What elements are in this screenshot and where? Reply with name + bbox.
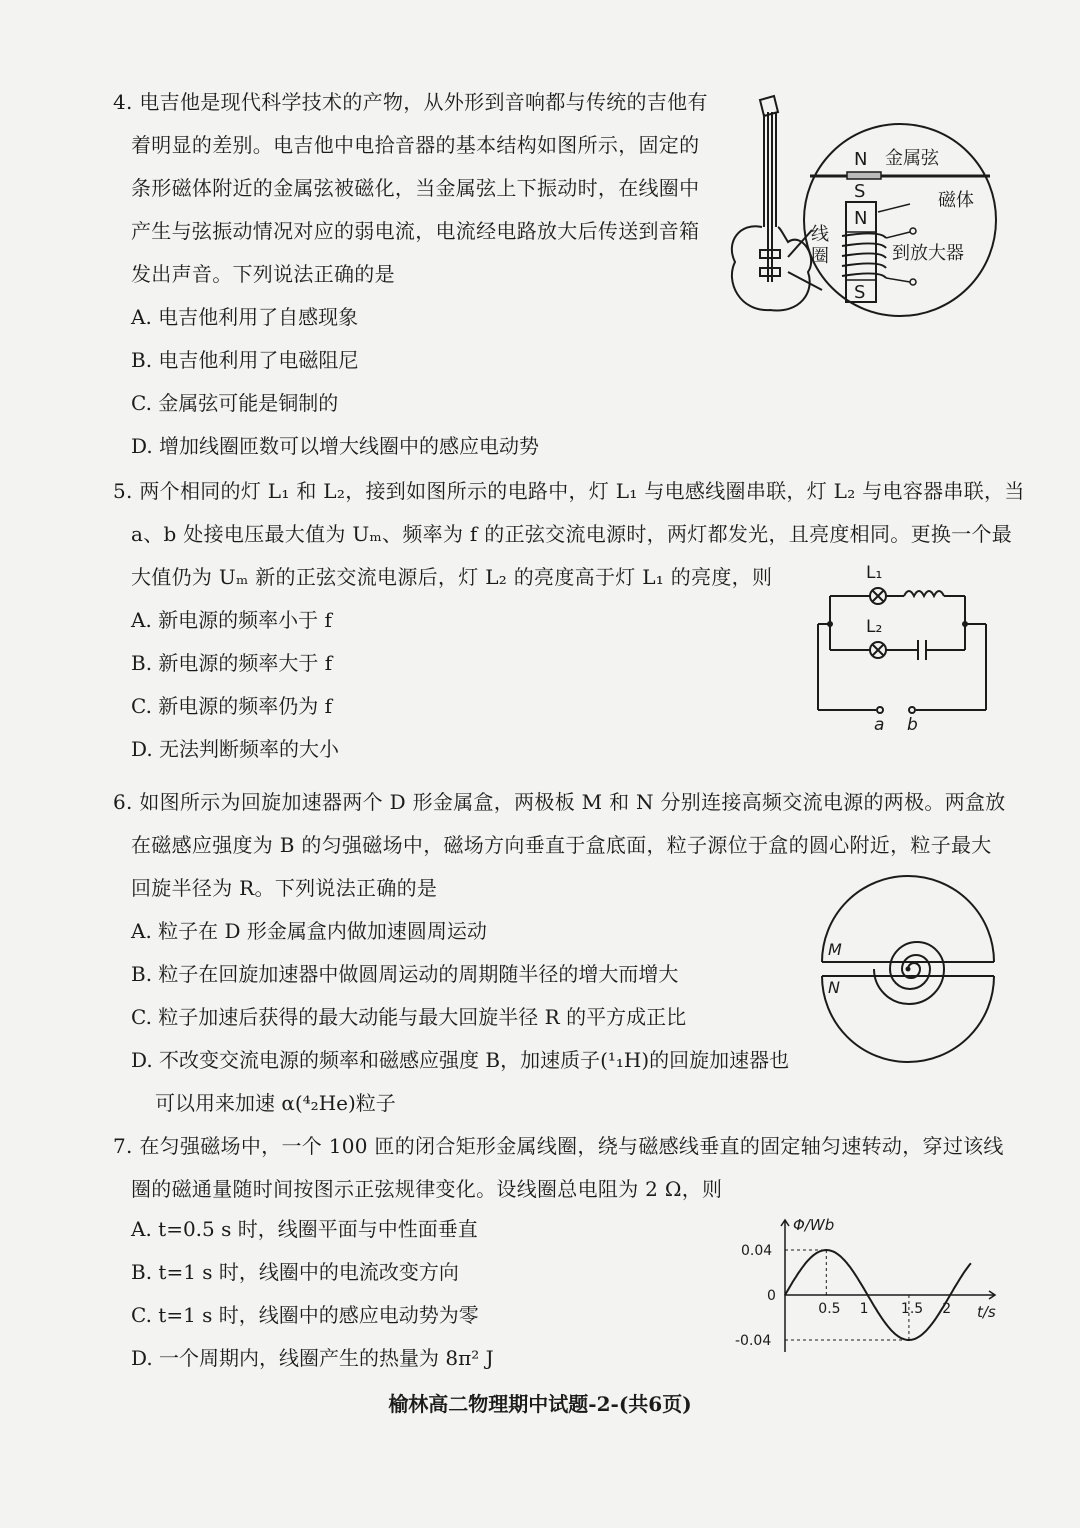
x-tick-label: 2 <box>942 1301 952 1317</box>
q4-line-1: 4. 电吉他是现代科学技术的产物，从外形到音响都与传统的吉他有 <box>113 90 708 114</box>
label-coil-2: 圈 <box>811 246 829 267</box>
cyclotron-figure <box>818 880 998 1060</box>
q4-line-4: 产生与弦振动情况对应的弱电流，电流经电路放大后传送到音箱 <box>131 219 700 243</box>
string-magnetized-segment <box>847 172 881 179</box>
flux-data-point <box>784 1294 786 1296</box>
q6-option-d-cont: 可以用来加速 α(⁴₂He)粒子 <box>155 1091 396 1115</box>
flux-chart <box>730 1215 996 1375</box>
q6-line-1: 6. 如图所示为回旋加速器两个 D 形金属盒，两极板 M 和 N 分别连接高频交流电源的两极。两盒放 <box>113 790 1006 814</box>
label-l1: L₁ <box>866 563 883 583</box>
q4-option-b: B. 电吉他利用了电磁阻尼 <box>131 348 359 372</box>
q5-line-1: 5. 两个相同的灯 L₁ 和 L₂，接到如图所示的电路中，灯 L₁ 与电感线圈串联，灯 L₂ 与电容器串联，当 <box>113 479 1025 503</box>
flux-data-point <box>805 1262 807 1264</box>
q5-option-d: D. 无法判断频率的大小 <box>131 737 340 761</box>
label-a: a <box>874 715 885 735</box>
flux-data-point <box>949 1294 951 1296</box>
y-axis-label: Φ/Wb <box>793 1216 835 1234</box>
q6-option-a: A. 粒子在 D 形金属盒内做加速圆周运动 <box>131 919 487 943</box>
label-b: b <box>907 715 918 735</box>
flux-data-point <box>887 1326 889 1328</box>
q4-option-c: C. 金属弦可能是铜制的 <box>131 391 339 415</box>
label-s-bottom: S <box>854 282 866 303</box>
x-tick-label: 1.5 <box>900 1301 924 1317</box>
terminal-b <box>909 707 915 713</box>
label-n: N <box>828 978 840 997</box>
q7-line-2: 圈的磁通量随时间按图示正弦规律变化。设线圈总电阻为 2 Ω，则 <box>131 1177 723 1201</box>
x-tick-label: 0.5 <box>818 1301 841 1317</box>
coil-turns <box>842 233 886 278</box>
label-metal-string: 金属弦 <box>885 148 939 169</box>
q5-line-3: 大值仍为 Uₘ 新的正弦交流电源后，灯 L₂ 的亮度高于灯 L₁ 的亮度，则 <box>131 565 773 589</box>
label-to-amplifier: 到放大器 <box>892 243 964 264</box>
label-l2: L₂ <box>866 617 883 637</box>
x-axis-label: t/s <box>977 1303 996 1321</box>
inductor-coil <box>904 591 944 596</box>
label-coil-1: 线 <box>811 224 829 245</box>
q5-line-2: a、b 处接电压最大值为 Uₘ、频率为 f 的正弦交流电源时，两灯都发光，且亮度相同。更换一个最 <box>131 522 1013 546</box>
x-tick-label: 1 <box>859 1301 869 1317</box>
q6-option-b: B. 粒子在回旋加速器中做圆周运动的周期随半径的增大而增大 <box>131 962 679 986</box>
q4-line-3: 条形磁体附近的金属弦被磁化，当金属弦上下振动时，在线圈中 <box>131 176 700 200</box>
q5-option-a: A. 新电源的频率小于 f <box>131 608 332 632</box>
label-m: M <box>828 940 842 959</box>
spiral-path <box>874 942 944 1004</box>
q7-option-a: A. t=0.5 s 时，线圈平面与中性面垂直 <box>131 1217 478 1241</box>
q6-option-c: C. 粒子加速后获得的最大动能与最大回旋半径 R 的平方成正比 <box>131 1005 687 1029</box>
flux-data-point <box>846 1262 848 1264</box>
guitar-drawing <box>732 96 822 310</box>
q7-option-c: C. t=1 s 时，线圈中的感应电动势为零 <box>131 1303 479 1327</box>
terminal-a <box>877 707 883 713</box>
page-footer: 榆林高二物理期中试题-2-(共6页) <box>388 1392 692 1416</box>
q4-line-5: 发出声音。下列说法正确的是 <box>131 262 395 286</box>
y-tick-label: -0.04 <box>735 1333 772 1349</box>
flux-data-point <box>929 1326 931 1328</box>
y-tick-label: 0.04 <box>741 1243 773 1259</box>
q6-option-d: D. 不改变交流电源的频率和磁感应强度 B，加速质子(¹₁H)的回旋加速器也 <box>131 1048 790 1072</box>
q6-line-2: 在磁感应强度为 B 的匀强磁场中，磁场方向垂直于盒底面，粒子源位于盒的圆心附近，粒子最大 <box>131 833 992 857</box>
label-magnet: 磁体 <box>938 190 974 211</box>
q4-option-a: A. 电吉他利用了自感现象 <box>131 305 359 329</box>
q7-line-1: 7. 在匀强磁场中，一个 100 匝的闭合矩形金属线圈，绕与磁感线垂直的固定轴匀速转动，穿过该线 <box>113 1134 1004 1158</box>
q4-option-d: D. 增加线圈匝数可以增大线圈中的感应电动势 <box>131 434 540 458</box>
q4-line-2: 着明显的差别。电吉他中电拾音器的基本结构如图所示，固定的 <box>131 133 700 157</box>
label-s-top: S <box>854 181 866 202</box>
circuit-figure <box>810 560 1000 740</box>
q5-option-b: B. 新电源的频率大于 f <box>131 651 333 675</box>
y-tick-label: 0 <box>767 1288 776 1304</box>
label-n-top: N <box>854 149 868 170</box>
label-n-magnet: N <box>854 208 868 229</box>
q7-option-d: D. 一个周期内，线圈产生的热量为 8π² J <box>131 1346 494 1370</box>
q5-option-c: C. 新电源的频率仍为 f <box>131 694 333 718</box>
guitar-pickup-figure <box>720 92 1010 322</box>
q6-line-3: 回旋半径为 R。下列说法正确的是 <box>131 876 438 900</box>
q7-option-b: B. t=1 s 时，线圈中的电流改变方向 <box>131 1260 459 1284</box>
dee-m <box>822 876 994 962</box>
flux-data-point <box>867 1294 869 1296</box>
